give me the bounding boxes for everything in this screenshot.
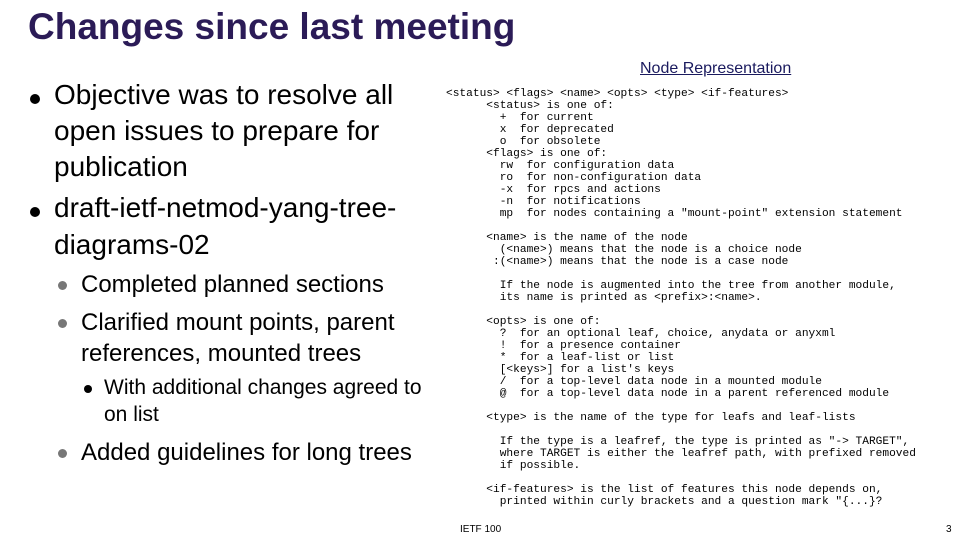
sub-sub-bullet-dot	[84, 385, 92, 393]
sub-sub-bullet-agreed-line1: With additional changes agreed to	[104, 376, 422, 399]
bullet-dot	[30, 207, 40, 217]
footer-event: IETF 100	[460, 524, 502, 535]
sub-bullet-dot	[58, 449, 67, 458]
sub-bullet-completed: Completed planned sections	[81, 271, 384, 298]
bullet-draft-line1: draft-ietf-netmod-yang-tree-	[54, 192, 397, 223]
node-representation-code-block: <status> <flags> <name> <opts> <type> <if-features> <status> is one of: + for current x for deprecated o for obsolete <flags> is one of: rw for configuration data ro for non-configuration data -x for rpcs and actions -n for notifications mp for nodes containing a "mount-point" extension statement <name> is the name of the node (<name>) means that the node is a choice node :(<name>) means that the node is a case node If the node is augmented into the tree from another module, its name is printed as <prefix>:<name>. <opts> is one of: ? for an optional leaf, choice, anydata or anyxml ! for a presence container * for a leaf-list or list [<keys>] for a list's keys / for a top-level data node in a mounted module @ for a top-level data node in a parent referenced module <type> is the name of the type for leafs and leaf-lists If the type is a leafref, the type is printed as "-> TARGET", where TARGET is either the leafref path, with prefixed removed if possible. <if-features> is the list of features this node depends on, printed within curly brackets and a question mark "{...}?	[446, 88, 916, 508]
sub-bullet-dot	[58, 281, 67, 290]
bullet-dot	[30, 94, 40, 104]
bullet-draft-line2: diagrams-02	[54, 229, 210, 260]
bullet-objective-line1: Objective was to resolve all	[54, 79, 394, 110]
bullet-objective-line2: open issues to prepare for	[54, 115, 380, 146]
sub-bullet-clarified-line1: Clarified mount points, parent	[81, 309, 395, 336]
bullet-objective-line3: publication	[54, 151, 188, 182]
sub-sub-bullet-agreed-line2: on list	[104, 403, 159, 426]
slide-title: Changes since last meeting	[28, 6, 516, 47]
page-number: 3	[946, 524, 952, 535]
node-representation-link[interactable]: Node Representation	[640, 60, 792, 77]
sub-bullet-dot	[58, 319, 67, 328]
sub-bullet-clarified-line2: references, mounted trees	[81, 340, 362, 367]
sub-bullet-guidelines: Added guidelines for long trees	[81, 439, 412, 466]
